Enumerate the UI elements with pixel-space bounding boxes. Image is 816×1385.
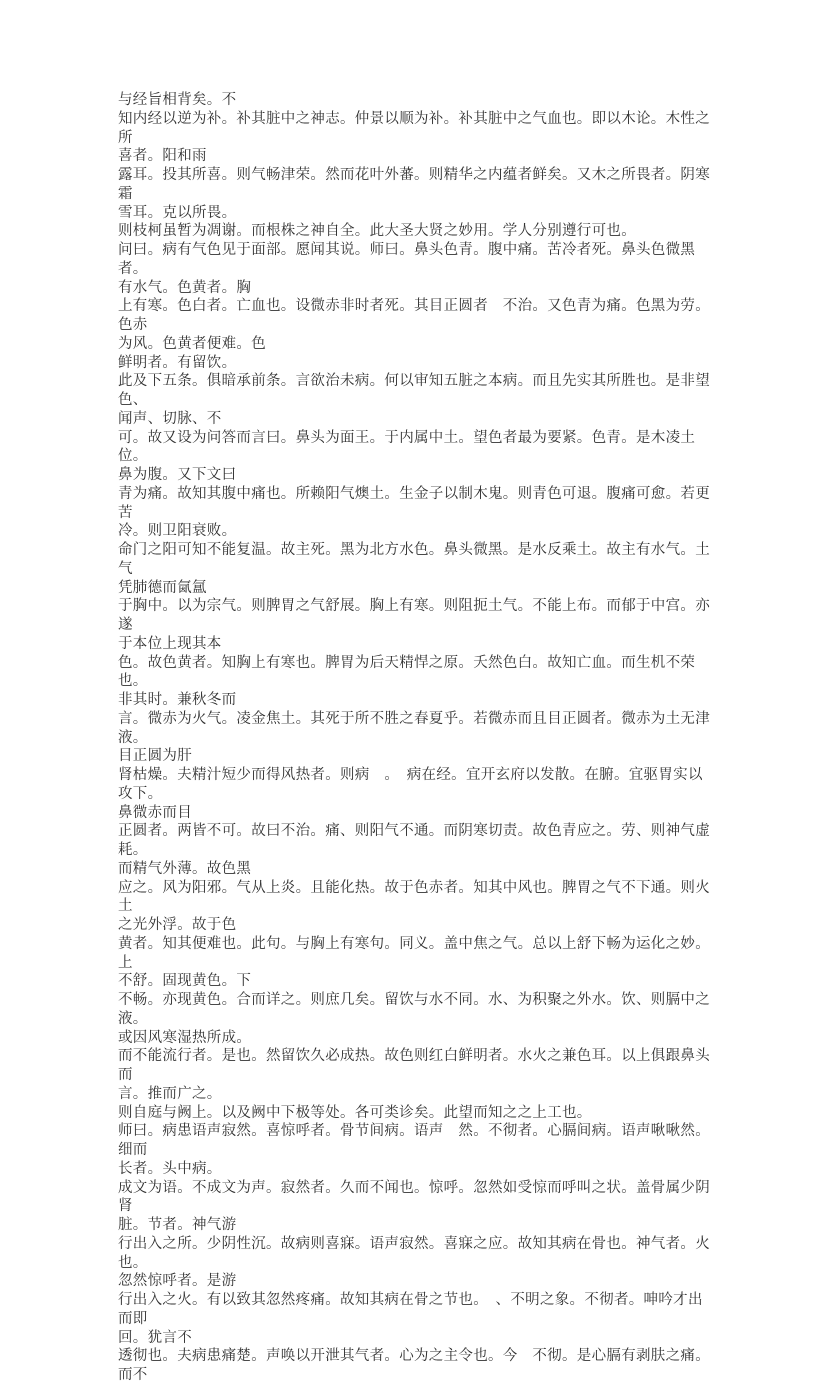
text-line: 此及下五条。俱暗承前条。言欲治未病。何以审知五脏之本病。而且先实其所胜也。是非望色、 <box>118 373 710 408</box>
text-line: 色。故色黄者。知胸上有寒也。脾胃为后天精悍之原。夭然色白。故知亡血。而生机不荣也。 <box>118 654 696 690</box>
text-line: 言。微赤为火气。凌金焦土。其死于所不胜之春夏乎。若微赤而且目正圆者。微赤为土无津液。 <box>118 710 710 746</box>
text-line: 喜者。阳和雨 <box>118 148 207 165</box>
text-line: 问曰。病有气色见于面部。愿闻其说。师曰。鼻头色青。腹中痛。苦冷者死。鼻头色微黑者。 <box>118 242 696 277</box>
text-line: 有水气。色黄者。胸 <box>118 279 252 296</box>
text-line: 鲜明者。有留饮。 <box>118 354 237 371</box>
text-line: 成文为语。不成文为声。寂然者。久而不闻也。惊呼。忽然如受惊而呼叫之状。盖骨属少阴肾 <box>118 1179 710 1215</box>
text-line: 命门之阳可知不能复温。故主死。黑为北方水色。鼻头微黑。是水反乘土。故主有水气。土气 <box>118 542 710 577</box>
text-line: 目正圆为肝 <box>118 748 192 765</box>
text-line: 长者。头中病。 <box>118 1160 222 1177</box>
text-line: 知内经以逆为补。补其脏中之神志。仲景以顺为补。补其脏中之气血也。即以木论。木性之所 <box>118 110 710 146</box>
text-line: 之光外浮。故于色 <box>118 917 237 933</box>
text-line: 则枝柯虽暂为凋谢。而根株之神自全。此大圣大贤之妙用。学人分别遵行可也。 <box>118 223 636 240</box>
text-line: 鼻为腹。又下文曰 <box>118 467 237 483</box>
text-line: 正圆者。两皆不可。故曰不治。痛、则阳气不通。而阴寒切责。故色青应之。劳、则神气虚耗。 <box>118 823 710 858</box>
text-line: 行出入之所。少阴性沉。故病则喜寐。语声寂然。喜寐之应。故知其病在骨也。神气者。火也。 <box>118 1235 710 1271</box>
text-line: 忽然惊呼者。是游 <box>118 1273 237 1290</box>
text-line: 非其时。兼秋冬而 <box>118 692 237 708</box>
text-line: 而精气外薄。故色黑 <box>118 860 252 877</box>
text-line: 透彻也。夫病患痛楚。声唤以开泄其气者。心为之主令也。今 不彻。是心膈有剥肤之痛。而不 <box>118 1348 710 1383</box>
text-line: 于胸中。以为宗气。则脾胃之气舒展。胸上有寒。则阻扼土气。不能上布。而郁于中宫。亦遂 <box>118 598 710 633</box>
text-line: 上有寒。色白者。亡血也。设微赤非时者死。其目正圆者 不治。又色青为痛。色黑为劳。色赤 <box>118 298 710 333</box>
text-line: 可。故又设为问答而言曰。鼻头为面王。于内属中土。望色者最为要紧。色青。是木凌土位。 <box>118 429 696 465</box>
text-line: 冷。则卫阳衰败。 <box>118 523 237 540</box>
text-line: 闻声、切脉、不 <box>118 410 222 427</box>
text-line: 露耳。投其所喜。则气畅津荣。然而花叶外蕃。则精华之内蕴者鲜矣。又木之所畏者。阴寒霜 <box>118 167 710 202</box>
text-line: 肾枯燥。夫精汁短少而得风热者。则病 。 病在经。宜开玄府以发散。在腑。宜驱胃实以攻下。 <box>118 767 703 802</box>
text-line: 不舒。固现黄色。下 <box>118 973 252 990</box>
text-line: 于本位上现其本 <box>118 635 222 652</box>
text-line: 则自庭与阙上。以及阙中下极等处。各可类诊矣。此望而知之之上工也。 <box>118 1104 592 1121</box>
text-line: 不畅。亦现黄色。合而详之。则庶几矣。留饮与水不同。水、为积聚之外水。饮、则膈中之液。 <box>118 992 710 1027</box>
text-line: 而不能流行者。是也。然留饮久必成热。故色则红白鲜明者。水火之兼色耳。以上俱跟鼻头而 <box>118 1048 710 1083</box>
text-line: 为风。色黄者便难。色 <box>118 335 266 352</box>
text-line: 黄者。知其便难也。此句。与胸上有寒句。同义。盖中焦之气。总以上舒下畅为运化之妙。上 <box>118 935 710 971</box>
text-line: 或因风寒湿热所成。 <box>118 1029 252 1046</box>
text-line: 回。犹言不 <box>118 1329 192 1346</box>
text-line: 言。推而广之。 <box>118 1085 222 1102</box>
text-line: 雪耳。克以所畏。 <box>118 204 237 221</box>
text-line: 行出入之火。有以致其忽然疼痛。故知其病在骨之节也。 、不明之象。不彻者。呻吟才出而即 <box>118 1292 703 1327</box>
text-line: 凭肺德而氤氲 <box>118 579 207 596</box>
text-line: 师曰。病患语声寂然。喜惊呼者。骨节间病。语声 然。不彻者。心膈间病。语声啾啾然。细而 <box>118 1123 710 1158</box>
text-line: 鼻微赤而目 <box>118 804 192 821</box>
text-line: 与经旨相背矣。不 <box>118 92 237 108</box>
text-line: 脏。节者。神气游 <box>118 1217 237 1233</box>
text-line: 青为痛。故知其腹中痛也。所赖阳气燠土。生金子以制木鬼。则青色可退。腹痛可愈。若更苦 <box>118 485 710 521</box>
body-text <box>118 91 714 1385</box>
text-line: 应之。风为阳邪。气从上炎。且能化热。故于色赤者。知其中风也。脾胃之气不下通。则火土 <box>118 879 710 915</box>
